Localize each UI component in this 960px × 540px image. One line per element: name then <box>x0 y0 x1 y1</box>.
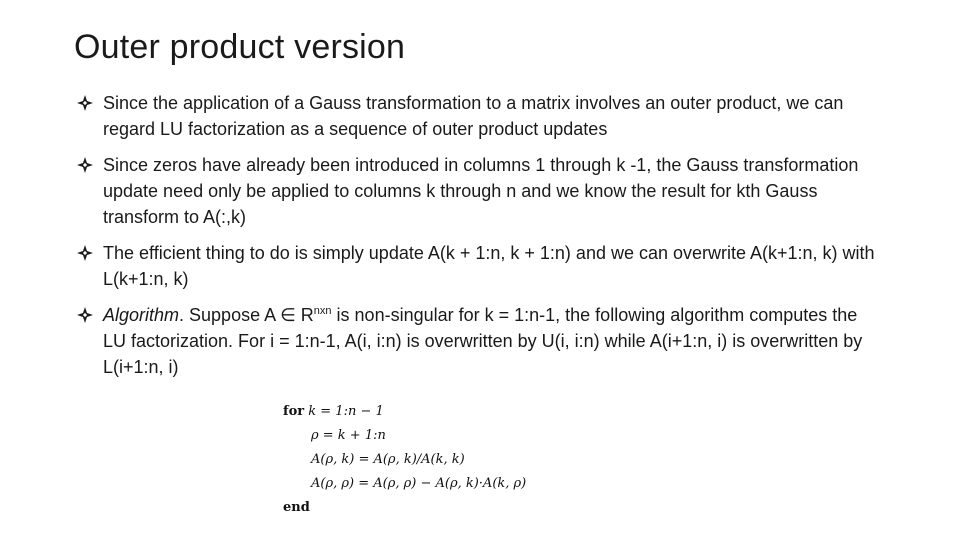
algo-keyword-for: for <box>283 404 305 419</box>
algorithm-lead: Algorithm <box>103 305 180 325</box>
bullet-text: The efficient thing to do is simply update A(k + 1:n, k + 1:n) and we can overwrite A(k+1:n, k) with L(k+1:n, k) <box>103 243 875 289</box>
slide-title: Outer product version <box>74 28 406 66</box>
algo-keyword-end: end <box>283 500 310 515</box>
algo-line-update: A(ρ, ρ) = A(ρ, ρ) − A(ρ, k)·A(k, ρ) <box>311 476 527 491</box>
bullet-list <box>75 90 875 390</box>
algorithm-text-a: . Suppose A ∈ R <box>179 305 314 325</box>
algorithm-text-b: is non-singular for k = 1:n-1, the following algorithm computes the LU factorization. For i = 1:n-1, A(i, i:n) is overwritten by U(i, i:n) while A(i+1:n, i) is overwritten by L(i+1:n, i) <box>103 305 863 377</box>
bullet-item <box>75 152 875 230</box>
diamond-four-petal-icon <box>77 245 93 261</box>
bullet-item <box>75 302 875 380</box>
diamond-four-petal-icon <box>77 95 93 111</box>
bullet-text: Since the application of a Gauss transformation to a matrix involves an outer product, we can regard LU factorization as a sequence of outer product updates <box>103 93 844 139</box>
algo-for-range: k = 1:n − 1 <box>304 404 384 419</box>
diamond-four-petal-icon <box>77 157 93 173</box>
algo-line-scale: A(ρ, k) = A(ρ, k)/A(k, k) <box>311 452 465 467</box>
diamond-four-petal-icon <box>77 307 93 323</box>
matrix-dim-superscript: nxn <box>313 305 332 317</box>
algo-line-rho: ρ = k + 1:n <box>311 428 386 443</box>
algo-line-for <box>283 400 526 424</box>
bullet-item <box>75 240 875 292</box>
bullet-text <box>103 305 862 377</box>
bullet-item <box>75 90 875 142</box>
algorithm-block <box>283 400 526 520</box>
bullet-text: Since zeros have already been introduced in columns 1 through k -1, the Gauss transformation update need only be applied to columns k through n and we know the result for kth Gauss transform to A(:,k) <box>103 155 859 227</box>
